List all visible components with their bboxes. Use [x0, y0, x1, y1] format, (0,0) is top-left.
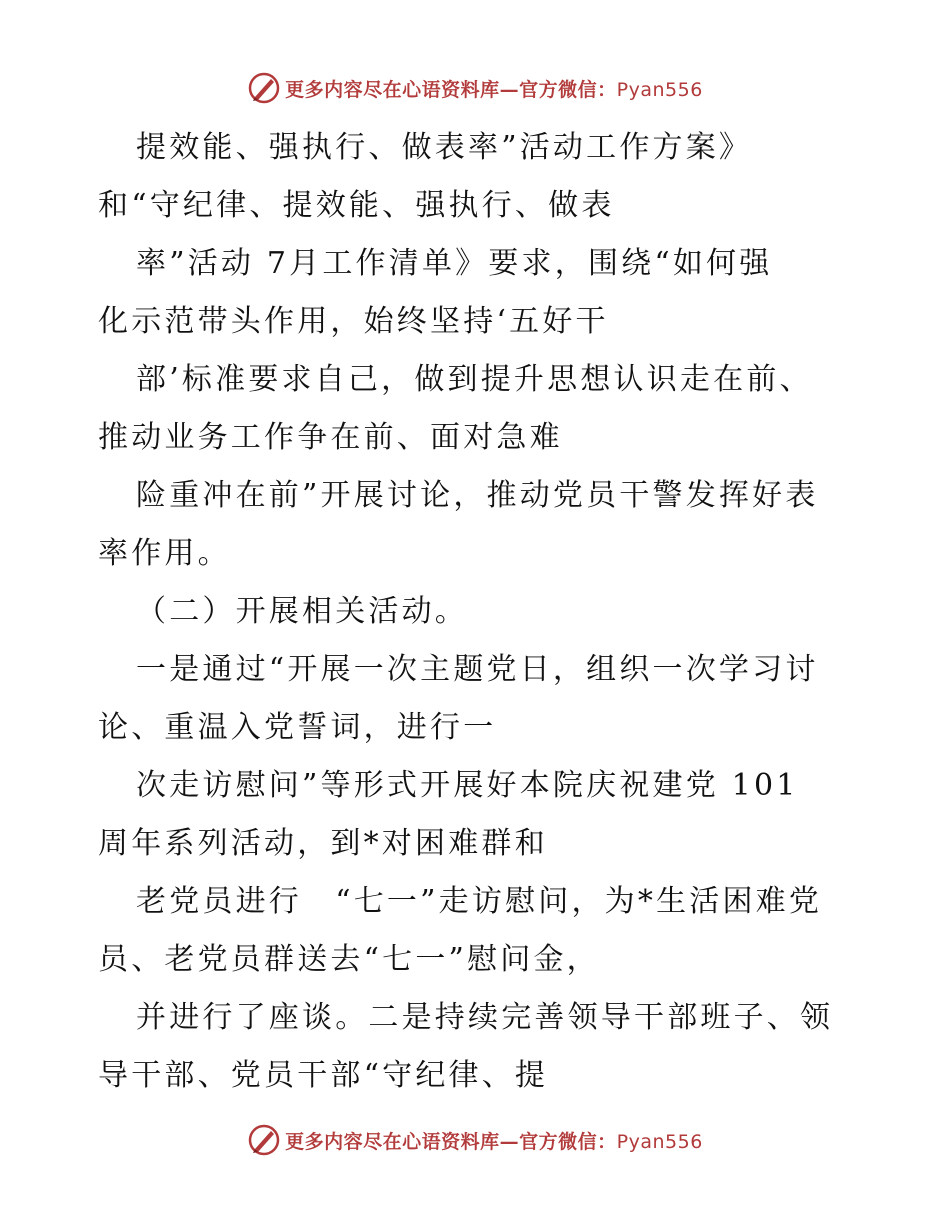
- watermark-text: 更多内容尽在心语资料库—官方微信：Pyan556: [285, 78, 703, 101]
- text-line: 次走访慰问”等形式开展好本院庆祝建党 101: [136, 768, 799, 803]
- text-line: 推动业务工作争在前、面对急难: [98, 420, 563, 455]
- text-line: 周年系列活动，到*对困难群和: [98, 826, 548, 861]
- text-line: 险重冲在前”开展讨论，推动党员干警发挥好表: [136, 478, 819, 513]
- text-line: 员、老党员群送去“七一”慰问金，: [98, 942, 600, 977]
- footer-watermark: [0, 1120, 950, 1160]
- watermark-text: 更多内容尽在心语资料库—官方微信：Pyan556: [285, 1130, 703, 1153]
- header-watermark: [0, 68, 950, 108]
- text-line: 率”活动 7月工作清单》要求，围绕“如何强: [136, 246, 773, 281]
- text-line: 化示范带头作用，始终坚持‘五好干: [98, 304, 609, 339]
- text-line: 导干部、党员干部“守纪律、提: [98, 1058, 549, 1093]
- text-line: 部’标准要求自己，做到提升思想认识走在前、: [136, 362, 813, 397]
- section-heading: （二）开展相关活动。: [136, 594, 468, 629]
- pen-logo-icon: [247, 71, 281, 105]
- text-line: 率作用。: [98, 536, 231, 571]
- pen-logo-icon: [247, 1123, 281, 1157]
- text-line: 和“守纪律、提效能、强执行、做表: [98, 188, 615, 223]
- text-line: 老党员进行 “七一”走访慰问，为*生活困难党: [136, 884, 823, 919]
- text-line: 提效能、强执行、做表率”活动工作方案》: [136, 130, 753, 165]
- text-line: 一是通过“开展一次主题党日，组织一次学习讨: [136, 652, 819, 687]
- text-line: 并进行了座谈。二是持续完善领导干部班子、领: [136, 1000, 834, 1035]
- text-line: 论、重温入党誓词，进行一: [98, 710, 497, 745]
